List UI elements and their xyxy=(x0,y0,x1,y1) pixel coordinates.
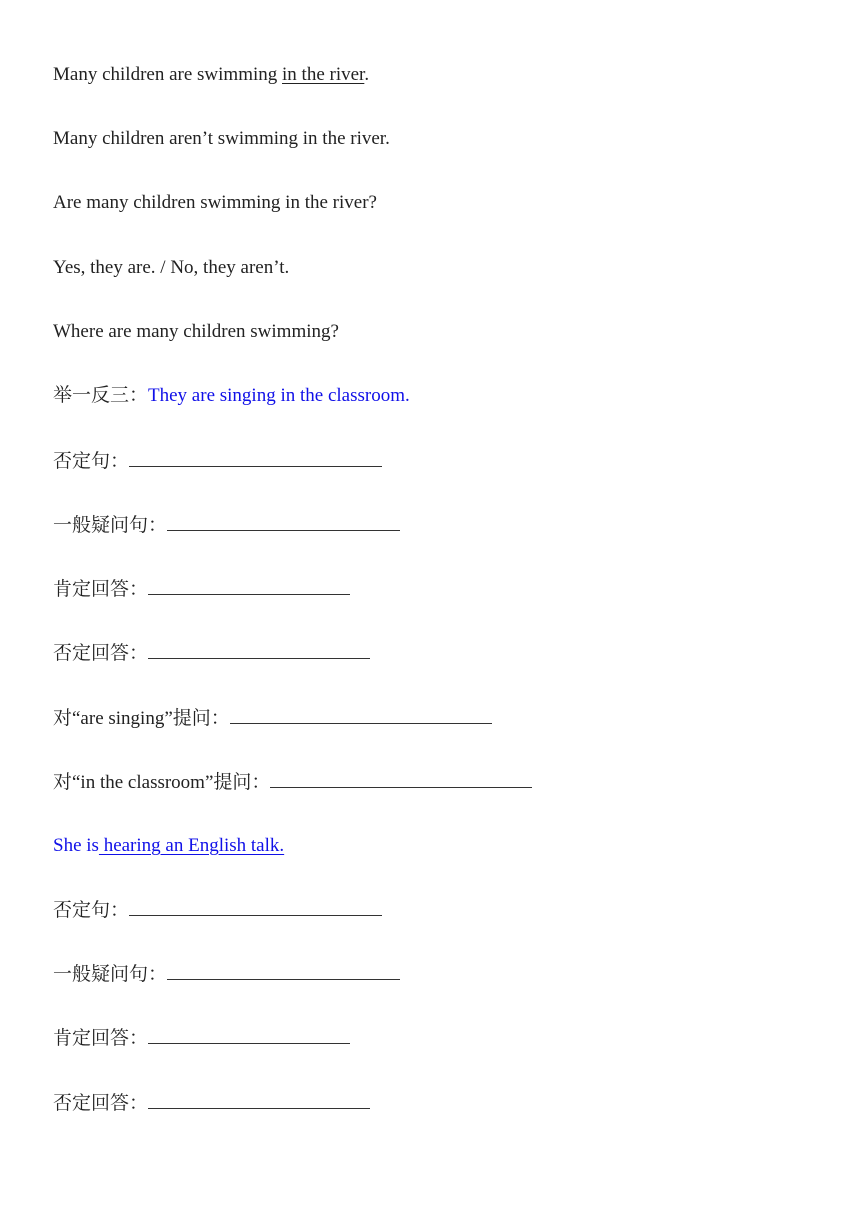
exercise-1-sentence: They are singing in the classroom. xyxy=(148,385,410,406)
exercise-2-question-row xyxy=(53,961,400,987)
statement-prefix: Many children are swimming xyxy=(53,64,283,85)
prompt-positive-answer: 肯定回答： xyxy=(53,579,149,600)
exercise-1-question-row xyxy=(53,512,400,538)
exercise-2-negative-answer-row xyxy=(53,1090,370,1116)
answer-blank-general-question[interactable] xyxy=(167,961,400,980)
exercise-2-underlined-phrase: hearing an English talk. xyxy=(98,835,285,856)
exercise-2-positive-answer-row xyxy=(53,1025,350,1051)
exercise-1-heading xyxy=(53,383,410,409)
exercise-1-ask-place-row xyxy=(53,769,532,795)
prompt-negative-answer: 否定回答： xyxy=(53,1093,149,1114)
prompt-ask-in-classroom: 对“in the classroom”提问： xyxy=(53,772,271,793)
exercise-lead: 举一反三： xyxy=(53,385,149,406)
answer-blank-ask-are-singing[interactable] xyxy=(230,705,492,724)
prompt-general-question: 一般疑问句： xyxy=(53,515,168,536)
exercise-1-negative-answer-row xyxy=(53,640,370,666)
example-negative: Many children aren’t swimming in the river. xyxy=(53,128,390,149)
exercise-1-positive-answer-row xyxy=(53,576,350,602)
prompt-negative-answer: 否定回答： xyxy=(53,643,149,664)
exercise-1-negative-row xyxy=(53,448,382,474)
example-answers: Yes, they are. / No, they aren’t. xyxy=(53,257,290,278)
answer-blank-ask-in-classroom[interactable] xyxy=(270,769,532,788)
answer-blank-negative-answer[interactable] xyxy=(148,640,370,659)
answer-blank-positive-answer[interactable] xyxy=(148,576,350,595)
answer-blank-negative[interactable] xyxy=(129,448,382,467)
example-wh-question: Where are many children swimming? xyxy=(53,321,339,342)
example-statement xyxy=(53,62,369,88)
exercise-2-negative-row xyxy=(53,897,382,923)
underlined-phrase: in the river xyxy=(282,64,365,85)
answer-blank-positive-answer[interactable] xyxy=(148,1025,350,1044)
exercise-1-ask-verb-row xyxy=(53,705,492,731)
answer-blank-negative-answer[interactable] xyxy=(148,1090,370,1109)
prompt-negative: 否定句： xyxy=(53,900,130,921)
prompt-positive-answer: 肯定回答： xyxy=(53,1028,149,1049)
answer-blank-general-question[interactable] xyxy=(167,512,400,531)
statement-suffix: . xyxy=(364,64,370,85)
prompt-general-question: 一般疑问句： xyxy=(53,964,168,985)
exercise-2-heading xyxy=(53,833,284,859)
example-question: Are many children swimming in the river? xyxy=(53,192,377,213)
prompt-negative: 否定句： xyxy=(53,451,130,472)
prompt-ask-are-singing: 对“are singing”提问： xyxy=(53,708,230,729)
answer-blank-negative[interactable] xyxy=(129,897,382,916)
exercise-2-sentence-prefix: She is xyxy=(53,835,99,856)
